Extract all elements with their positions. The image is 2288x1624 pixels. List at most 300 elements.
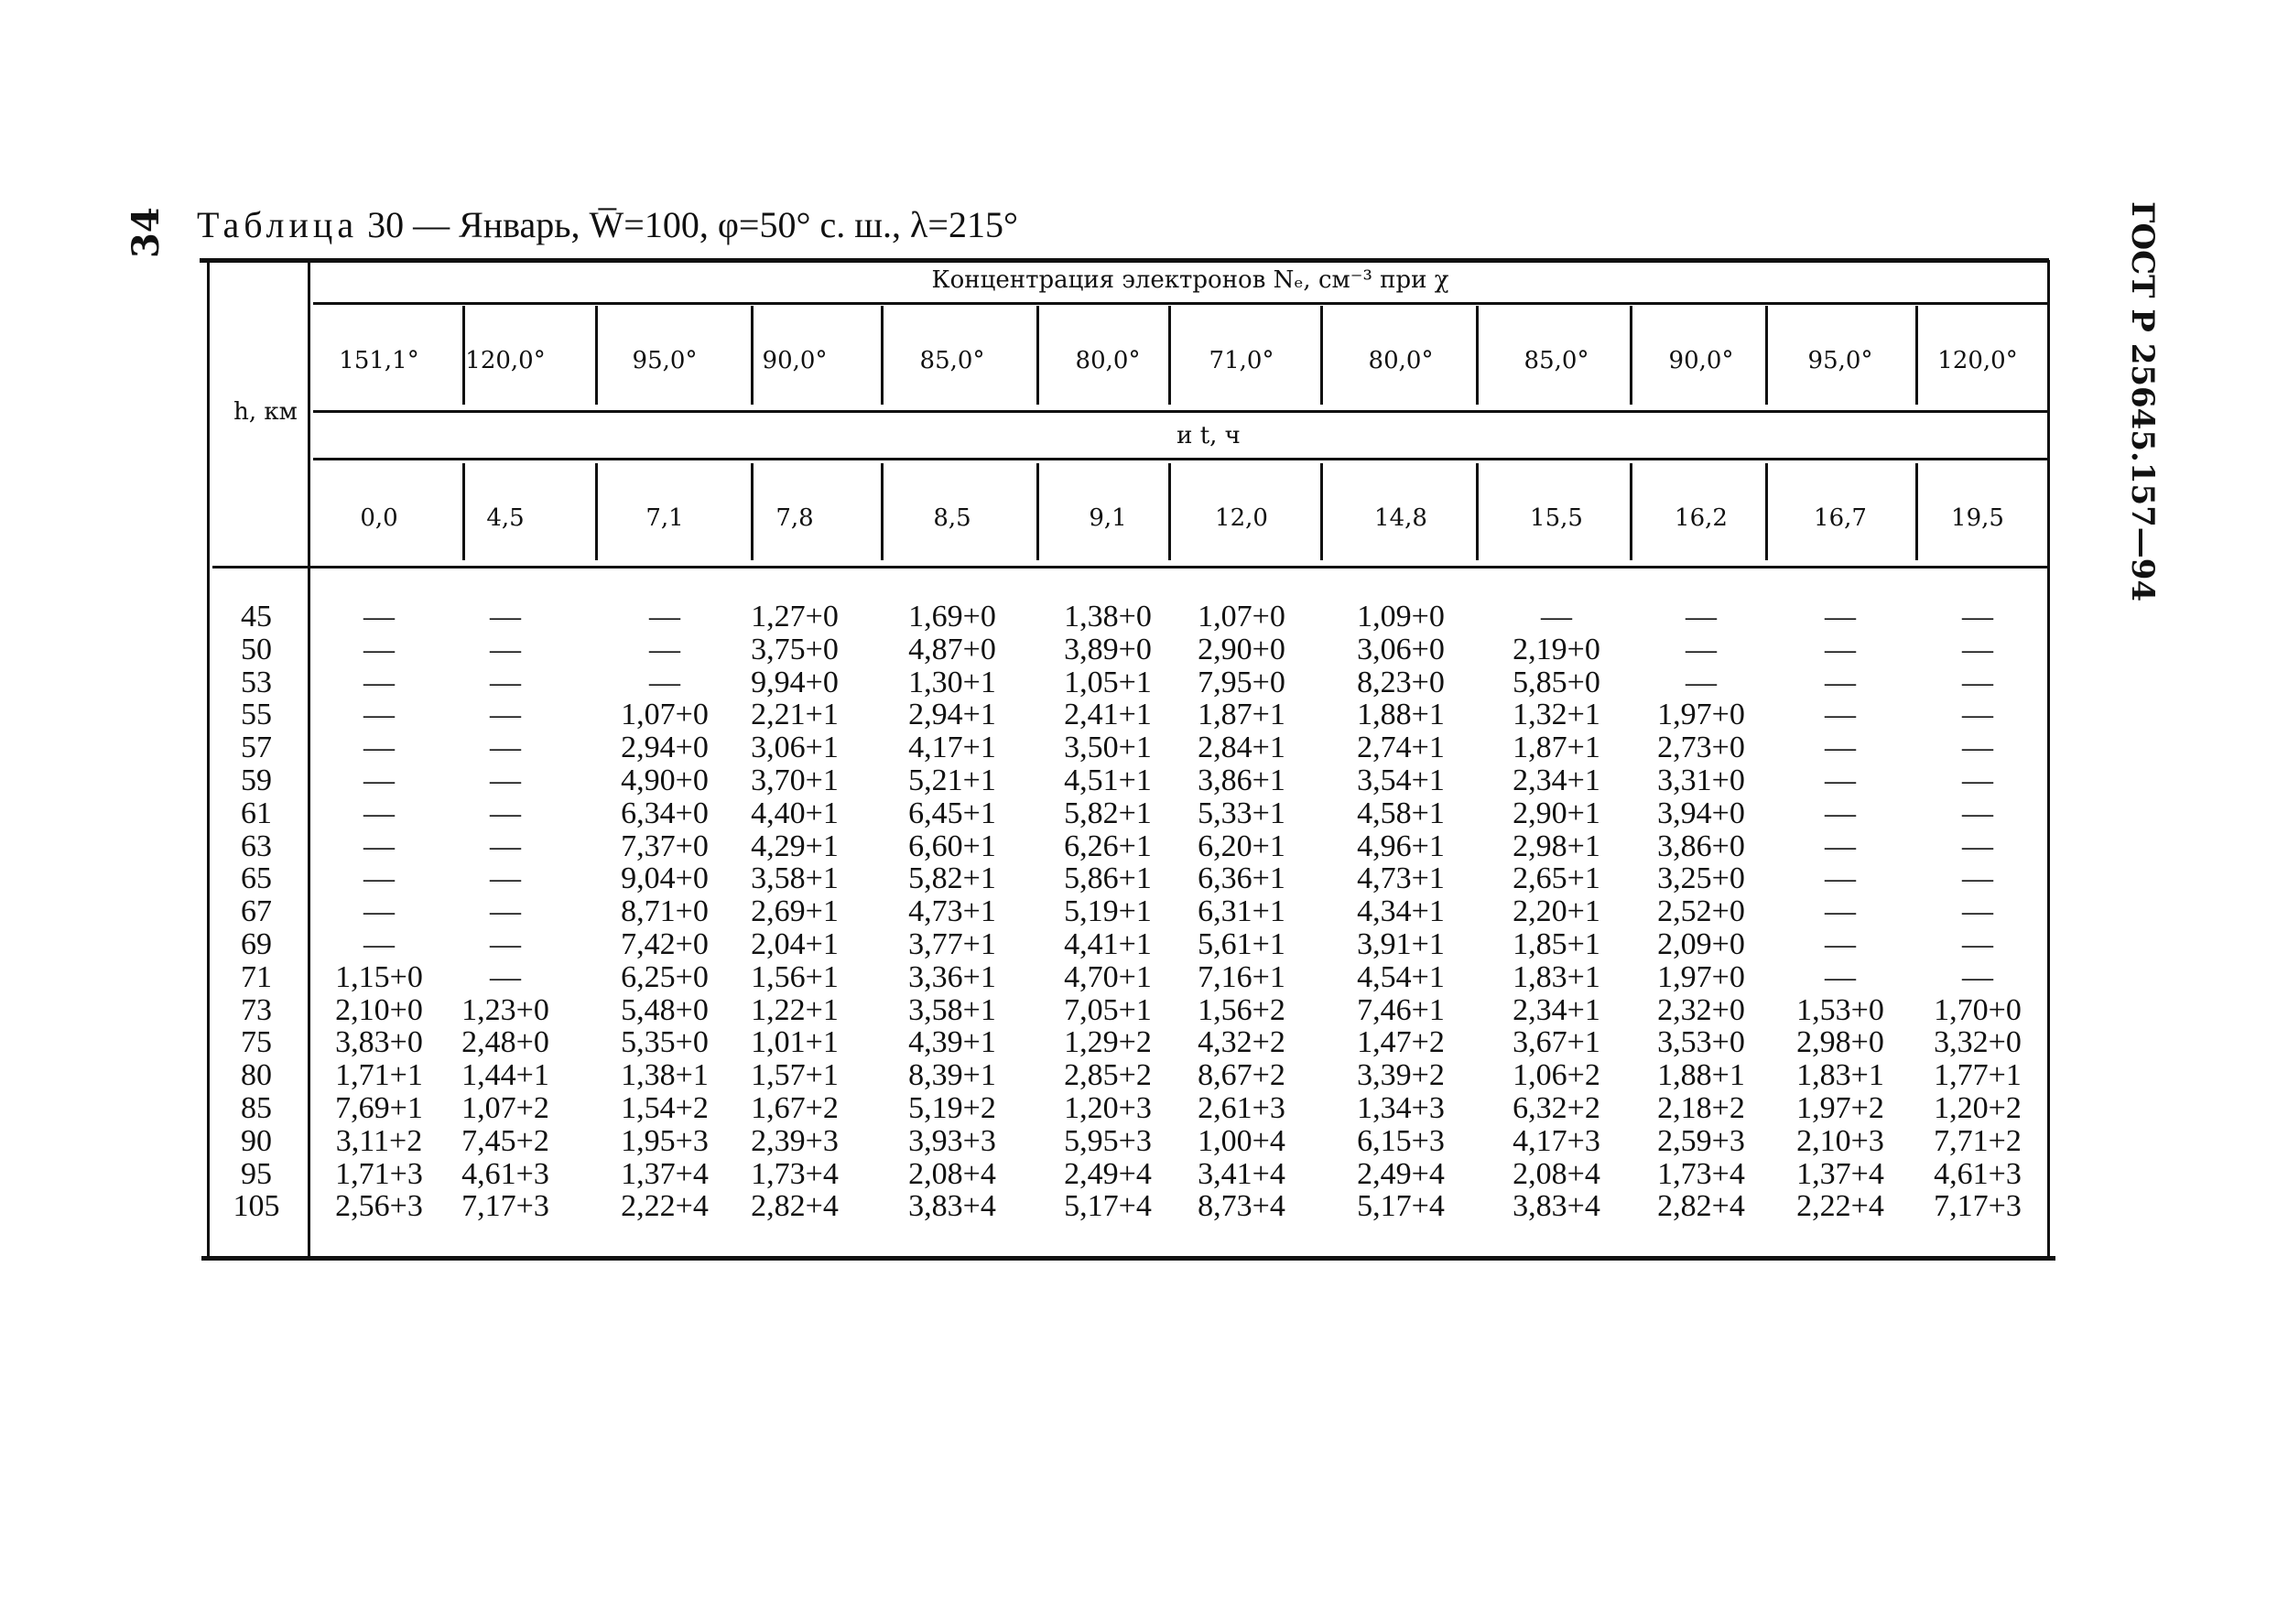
height-value: 63	[241, 829, 272, 863]
concentration-value: 1,70+0	[1934, 993, 2022, 1027]
concentration-value: —	[363, 731, 395, 764]
concentration-value: 5,61+1	[1198, 927, 1285, 961]
chi-value: 85,0°	[1524, 347, 1589, 374]
concentration-value: —	[1962, 763, 1993, 797]
time-value: 8,5	[933, 504, 971, 532]
concentration-value: 3,54+1	[1357, 763, 1445, 797]
concentration-value: 7,95+0	[1198, 666, 1285, 699]
concentration-value: 3,70+1	[751, 763, 839, 797]
concentration-value: 3,58+1	[751, 861, 839, 895]
concentration-value: 1,07+2	[461, 1091, 549, 1125]
concentration-value: 5,17+4	[1064, 1189, 1152, 1223]
concentration-value: 3,31+0	[1657, 763, 1745, 797]
concentration-value: 4,70+1	[1064, 960, 1152, 994]
concentration-value: —	[490, 894, 521, 928]
concentration-value: —	[363, 829, 395, 863]
concentration-value: —	[363, 666, 395, 699]
concentration-value: 2,82+4	[1657, 1189, 1745, 1223]
concentration-value: —	[490, 633, 521, 666]
concentration-value: 1,95+3	[621, 1124, 709, 1158]
concentration-value: 1,77+1	[1934, 1058, 2022, 1092]
concentration-value: 2,48+0	[461, 1025, 549, 1059]
group-header-rule	[313, 302, 2049, 305]
group-header: Концентрация электронов Nₑ, см⁻³ при χ	[931, 266, 1449, 294]
chi-column-divider	[1320, 306, 1323, 405]
chi-column-divider	[1476, 306, 1479, 405]
concentration-value: 6,26+1	[1064, 829, 1152, 863]
concentration-value: 1,97+2	[1796, 1091, 1884, 1125]
concentration-value: 8,71+0	[621, 894, 709, 928]
concentration-value: 3,77+1	[908, 927, 996, 961]
time-column-divider	[881, 463, 884, 560]
concentration-value: 5,86+1	[1064, 861, 1152, 895]
left-border	[207, 260, 210, 1258]
concentration-value: 1,44+1	[461, 1058, 549, 1092]
concentration-value: 2,69+1	[751, 894, 839, 928]
concentration-value: 1,30+1	[908, 666, 996, 699]
concentration-value: 6,45+1	[908, 796, 996, 830]
concentration-value: 5,95+3	[1064, 1124, 1152, 1158]
height-value: 59	[241, 763, 272, 797]
concentration-value: 6,31+1	[1198, 894, 1285, 928]
time-column-divider	[1765, 463, 1768, 560]
concentration-value: 7,42+0	[621, 927, 709, 961]
concentration-value: 4,58+1	[1357, 796, 1445, 830]
page-number: 34	[125, 207, 168, 258]
concentration-value: 1,83+1	[1513, 960, 1600, 994]
concentration-value: 2,65+1	[1513, 861, 1600, 895]
concentration-value: 3,75+0	[751, 633, 839, 666]
concentration-value: 4,61+3	[461, 1157, 549, 1191]
concentration-value: 4,87+0	[908, 633, 996, 666]
height-column-header: h, км	[233, 398, 298, 426]
time-value: 9,1	[1089, 504, 1127, 532]
chi-value: 95,0°	[1807, 347, 1873, 374]
chi-value: 120,0°	[465, 347, 546, 374]
concentration-value: 5,21+1	[908, 763, 996, 797]
concentration-value: 3,86+1	[1198, 763, 1285, 797]
concentration-value: 8,73+4	[1198, 1189, 1285, 1223]
concentration-value: 9,94+0	[751, 666, 839, 699]
concentration-value: 1,38+0	[1064, 600, 1152, 633]
concentration-value: 2,22+4	[1796, 1189, 1884, 1223]
concentration-value: —	[363, 633, 395, 666]
concentration-value: 4,29+1	[751, 829, 839, 863]
concentration-value: —	[1825, 960, 1856, 994]
concentration-value: 2,82+4	[751, 1189, 839, 1223]
concentration-value: 3,11+2	[335, 1124, 423, 1158]
concentration-value: 6,20+1	[1198, 829, 1285, 863]
concentration-value: —	[1962, 666, 1993, 699]
concentration-value: 4,39+1	[908, 1025, 996, 1059]
concentration-value: 2,59+3	[1657, 1124, 1745, 1158]
concentration-value: 5,82+1	[1064, 796, 1152, 830]
concentration-value: 1,27+0	[751, 600, 839, 633]
concentration-value: 1,87+1	[1513, 731, 1600, 764]
caption-label: Таблица	[197, 204, 359, 245]
concentration-value: 7,45+2	[461, 1124, 549, 1158]
chi-value: 71,0°	[1209, 347, 1274, 374]
time-value: 4,5	[486, 504, 525, 532]
table-caption	[197, 200, 1018, 251]
concentration-value: —	[1962, 600, 1993, 633]
concentration-value: 3,94+0	[1657, 796, 1745, 830]
concentration-value: 2,08+4	[908, 1157, 996, 1191]
time-header-rule	[313, 458, 2049, 460]
concentration-value: —	[1825, 666, 1856, 699]
concentration-value: 1,23+0	[461, 993, 549, 1027]
concentration-value: 1,56+1	[751, 960, 839, 994]
concentration-value: 3,91+1	[1357, 927, 1445, 961]
concentration-value: 8,39+1	[908, 1058, 996, 1092]
concentration-value: —	[649, 600, 680, 633]
concentration-value: 7,37+0	[621, 829, 709, 863]
concentration-value: 3,58+1	[908, 993, 996, 1027]
concentration-value: 1,97+0	[1657, 698, 1745, 731]
concentration-value: 5,85+0	[1513, 666, 1600, 699]
chi-value: 120,0°	[1937, 347, 2018, 374]
concentration-value: 6,32+2	[1513, 1091, 1600, 1125]
concentration-value: 5,17+4	[1357, 1189, 1445, 1223]
concentration-value: 8,67+2	[1198, 1058, 1285, 1092]
chi-value: 80,0°	[1368, 347, 1434, 374]
height-value: 105	[233, 1189, 280, 1223]
time-column-divider	[1036, 463, 1039, 560]
concentration-value: —	[363, 894, 395, 928]
concentration-value: —	[1825, 600, 1856, 633]
height-value: 85	[241, 1091, 272, 1125]
concentration-value: 2,04+1	[751, 927, 839, 961]
concentration-value: —	[490, 666, 521, 699]
concentration-value: 2,90+0	[1198, 633, 1285, 666]
concentration-value: —	[1825, 861, 1856, 895]
concentration-value: —	[1825, 698, 1856, 731]
chi-row-rule	[313, 410, 2049, 413]
concentration-value: —	[490, 763, 521, 797]
concentration-value: 5,19+2	[908, 1091, 996, 1125]
concentration-value: 2,85+2	[1064, 1058, 1152, 1092]
concentration-value: 5,33+1	[1198, 796, 1285, 830]
time-header: и t, ч	[1177, 422, 1241, 449]
chi-column-divider	[881, 306, 884, 405]
time-value: 7,8	[775, 504, 814, 532]
concentration-value: 1,54+2	[621, 1091, 709, 1125]
concentration-value: —	[649, 666, 680, 699]
table-top-rule	[200, 258, 2049, 263]
concentration-value: 4,90+0	[621, 763, 709, 797]
concentration-value: 1,37+4	[1796, 1157, 1884, 1191]
time-value: 7,1	[645, 504, 684, 532]
concentration-value: 1,20+3	[1064, 1091, 1152, 1125]
time-value: 15,5	[1530, 504, 1583, 532]
height-value: 95	[241, 1157, 272, 1191]
height-value: 71	[241, 960, 272, 994]
concentration-value: 1,37+4	[621, 1157, 709, 1191]
concentration-value: 2,94+1	[908, 698, 996, 731]
concentration-value: 7,17+3	[461, 1189, 549, 1223]
concentration-value: —	[1825, 763, 1856, 797]
concentration-value: 9,04+0	[621, 861, 709, 895]
concentration-value: 3,89+0	[1064, 633, 1152, 666]
concentration-value: 4,61+3	[1934, 1157, 2022, 1191]
concentration-value: 1,71+1	[335, 1058, 423, 1092]
concentration-value: 2,49+4	[1357, 1157, 1445, 1191]
concentration-value: 4,73+1	[908, 894, 996, 928]
concentration-value: 1,29+2	[1064, 1025, 1152, 1059]
height-value: 73	[241, 993, 272, 1027]
concentration-value: 4,54+1	[1357, 960, 1445, 994]
time-value: 16,7	[1814, 504, 1867, 532]
concentration-value: 6,15+3	[1357, 1124, 1445, 1158]
concentration-value: 7,69+1	[335, 1091, 423, 1125]
time-value: 12,0	[1215, 504, 1268, 532]
concentration-value: 1,47+2	[1357, 1025, 1445, 1059]
concentration-value: 2,73+0	[1657, 731, 1745, 764]
concentration-value: 3,41+4	[1198, 1157, 1285, 1191]
time-column-divider	[1630, 463, 1632, 560]
concentration-value: 1,56+2	[1198, 993, 1285, 1027]
concentration-value: 1,07+0	[1198, 600, 1285, 633]
concentration-value: 1,53+0	[1796, 993, 1884, 1027]
concentration-value: —	[1962, 698, 1993, 731]
concentration-value: 3,39+2	[1357, 1058, 1445, 1092]
concentration-value: —	[1962, 731, 1993, 764]
concentration-value: 3,83+4	[908, 1189, 996, 1223]
concentration-value: 7,16+1	[1198, 960, 1285, 994]
height-value: 69	[241, 927, 272, 961]
height-value: 45	[241, 600, 272, 633]
concentration-value: 5,35+0	[621, 1025, 709, 1059]
concentration-value: 2,21+1	[751, 698, 839, 731]
concentration-value: —	[1825, 796, 1856, 830]
concentration-value: 6,34+0	[621, 796, 709, 830]
chi-value: 151,1°	[339, 347, 419, 374]
concentration-value: 2,34+1	[1513, 763, 1600, 797]
concentration-value: 2,84+1	[1198, 731, 1285, 764]
concentration-value: 1,07+0	[621, 698, 709, 731]
concentration-value: 6,60+1	[908, 829, 996, 863]
concentration-value: 1,22+1	[751, 993, 839, 1027]
concentration-value: 1,88+1	[1357, 698, 1445, 731]
concentration-value: 2,52+0	[1657, 894, 1745, 928]
time-value: 19,5	[1951, 504, 2004, 532]
concentration-value: —	[1962, 960, 1993, 994]
concentration-value: 4,34+1	[1357, 894, 1445, 928]
concentration-value: —	[490, 796, 521, 830]
concentration-value: —	[363, 763, 395, 797]
concentration-value: —	[363, 600, 395, 633]
time-column-divider	[1476, 463, 1479, 560]
table-bottom-rule	[201, 1256, 2055, 1261]
concentration-value: 2,19+0	[1513, 633, 1600, 666]
height-value: 80	[241, 1058, 272, 1092]
concentration-value: 2,20+1	[1513, 894, 1600, 928]
concentration-value: —	[490, 861, 521, 895]
concentration-value: 1,73+4	[1657, 1157, 1745, 1191]
concentration-value: 3,36+1	[908, 960, 996, 994]
concentration-value: —	[490, 731, 521, 764]
height-value: 50	[241, 633, 272, 666]
concentration-value: —	[363, 927, 395, 961]
concentration-value: 1,20+2	[1934, 1091, 2022, 1125]
concentration-value: 4,41+1	[1064, 927, 1152, 961]
concentration-value: 1,57+1	[751, 1058, 839, 1092]
concentration-value: 2,94+0	[621, 731, 709, 764]
concentration-value: 3,83+4	[1513, 1189, 1600, 1223]
concentration-value: —	[490, 600, 521, 633]
concentration-value: 2,56+3	[335, 1189, 423, 1223]
height-value: 53	[241, 666, 272, 699]
concentration-value: 1,88+1	[1657, 1058, 1745, 1092]
concentration-value: 1,73+4	[751, 1157, 839, 1191]
concentration-value: 5,48+0	[621, 993, 709, 1027]
concentration-value: 8,23+0	[1357, 666, 1445, 699]
concentration-value: —	[490, 829, 521, 863]
concentration-value: 7,05+1	[1064, 993, 1152, 1027]
concentration-value: 3,50+1	[1064, 731, 1152, 764]
chi-column-divider	[1630, 306, 1632, 405]
concentration-value: 3,93+3	[908, 1124, 996, 1158]
concentration-value: —	[1686, 633, 1717, 666]
time-column-divider	[1320, 463, 1323, 560]
chi-value: 95,0°	[632, 347, 698, 374]
chi-column-divider	[1765, 306, 1768, 405]
concentration-value: 4,17+1	[908, 731, 996, 764]
concentration-value: 4,17+3	[1513, 1124, 1600, 1158]
concentration-value: —	[1825, 633, 1856, 666]
concentration-value: 2,74+1	[1357, 731, 1445, 764]
concentration-value: 2,41+1	[1064, 698, 1152, 731]
concentration-value: 5,19+1	[1064, 894, 1152, 928]
height-value: 55	[241, 698, 272, 731]
concentration-value: 1,15+0	[335, 960, 423, 994]
time-column-divider	[595, 463, 598, 560]
concentration-value: 7,46+1	[1357, 993, 1445, 1027]
concentration-value: 2,08+4	[1513, 1157, 1600, 1191]
concentration-value: —	[490, 698, 521, 731]
concentration-value: 1,67+2	[751, 1091, 839, 1125]
concentration-value: 1,01+1	[751, 1025, 839, 1059]
concentration-value: 1,00+4	[1198, 1124, 1285, 1158]
concentration-value: 3,06+0	[1357, 633, 1445, 666]
chi-column-divider	[595, 306, 598, 405]
height-value: 67	[241, 894, 272, 928]
concentration-value: 2,32+0	[1657, 993, 1745, 1027]
concentration-value: 1,32+1	[1513, 698, 1600, 731]
concentration-value: 3,86+0	[1657, 829, 1745, 863]
concentration-value: 2,98+1	[1513, 829, 1600, 863]
time-value: 16,2	[1675, 504, 1728, 532]
concentration-value: 1,85+1	[1513, 927, 1600, 961]
concentration-value: 4,51+1	[1064, 763, 1152, 797]
concentration-value: 7,71+2	[1934, 1124, 2022, 1158]
concentration-value: —	[1686, 666, 1717, 699]
concentration-value: 6,36+1	[1198, 861, 1285, 895]
height-value: 90	[241, 1124, 272, 1158]
concentration-value: —	[490, 960, 521, 994]
concentration-value: 3,25+0	[1657, 861, 1745, 895]
concentration-value: —	[1541, 600, 1572, 633]
concentration-value: 4,73+1	[1357, 861, 1445, 895]
chi-value: 80,0°	[1075, 347, 1141, 374]
concentration-value: 3,32+0	[1934, 1025, 2022, 1059]
concentration-value: —	[363, 796, 395, 830]
chi-column-divider	[1036, 306, 1039, 405]
concentration-value: 2,10+0	[335, 993, 423, 1027]
concentration-value: 2,09+0	[1657, 927, 1745, 961]
concentration-value: 1,05+1	[1064, 666, 1152, 699]
document-code: ГОСТ Р 25645.157—94	[2124, 201, 2161, 602]
chi-value: 90,0°	[1668, 347, 1734, 374]
concentration-value: 3,06+1	[751, 731, 839, 764]
concentration-value: 2,49+4	[1064, 1157, 1152, 1191]
concentration-value: 2,98+0	[1796, 1025, 1884, 1059]
concentration-value: 1,38+1	[621, 1058, 709, 1092]
concentration-value: 1,87+1	[1198, 698, 1285, 731]
concentration-value: 2,10+3	[1796, 1124, 1884, 1158]
height-value: 75	[241, 1025, 272, 1059]
concentration-value: 2,39+3	[751, 1124, 839, 1158]
concentration-value: 3,67+1	[1513, 1025, 1600, 1059]
concentration-value: 3,53+0	[1657, 1025, 1745, 1059]
concentration-value: —	[1825, 829, 1856, 863]
concentration-value: —	[1962, 796, 1993, 830]
concentration-value: 7,17+3	[1934, 1189, 2022, 1223]
concentration-value: —	[1686, 600, 1717, 633]
concentration-value: —	[1825, 927, 1856, 961]
concentration-value: 6,25+0	[621, 960, 709, 994]
right-border	[2047, 260, 2050, 1258]
concentration-value: —	[649, 633, 680, 666]
concentration-value: —	[1962, 829, 1993, 863]
concentration-value: 2,90+1	[1513, 796, 1600, 830]
concentration-value: 2,18+2	[1657, 1091, 1745, 1125]
concentration-value: —	[363, 698, 395, 731]
caption-text: 30 — Январь, W̅=100, φ=50° с. ш., λ=215°	[367, 204, 1018, 245]
concentration-value: —	[1962, 633, 1993, 666]
height-value: 65	[241, 861, 272, 895]
header-bottom-rule	[212, 566, 2049, 568]
concentration-value: 1,97+0	[1657, 960, 1745, 994]
concentration-value: 2,61+3	[1198, 1091, 1285, 1125]
concentration-value: 1,69+0	[908, 600, 996, 633]
concentration-value: —	[1825, 731, 1856, 764]
time-value: 14,8	[1374, 504, 1427, 532]
concentration-value: 1,71+3	[335, 1157, 423, 1191]
concentration-value: 4,96+1	[1357, 829, 1445, 863]
concentration-value: 3,83+0	[335, 1025, 423, 1059]
concentration-value: —	[1962, 927, 1993, 961]
concentration-value: 1,09+0	[1357, 600, 1445, 633]
concentration-value: —	[1825, 894, 1856, 928]
chi-value: 85,0°	[919, 347, 985, 374]
concentration-value: —	[1962, 861, 1993, 895]
concentration-value: 4,40+1	[751, 796, 839, 830]
height-value: 61	[241, 796, 272, 830]
concentration-value: 1,34+3	[1357, 1091, 1445, 1125]
height-value: 57	[241, 731, 272, 764]
concentration-value: 1,06+2	[1513, 1058, 1600, 1092]
concentration-value: 2,22+4	[621, 1189, 709, 1223]
concentration-value: 1,83+1	[1796, 1058, 1884, 1092]
concentration-value: 5,82+1	[908, 861, 996, 895]
concentration-value: 2,34+1	[1513, 993, 1600, 1027]
concentration-value: —	[490, 927, 521, 961]
chi-value: 90,0°	[762, 347, 828, 374]
time-value: 0,0	[360, 504, 398, 532]
concentration-value: —	[1962, 894, 1993, 928]
concentration-value: —	[363, 861, 395, 895]
